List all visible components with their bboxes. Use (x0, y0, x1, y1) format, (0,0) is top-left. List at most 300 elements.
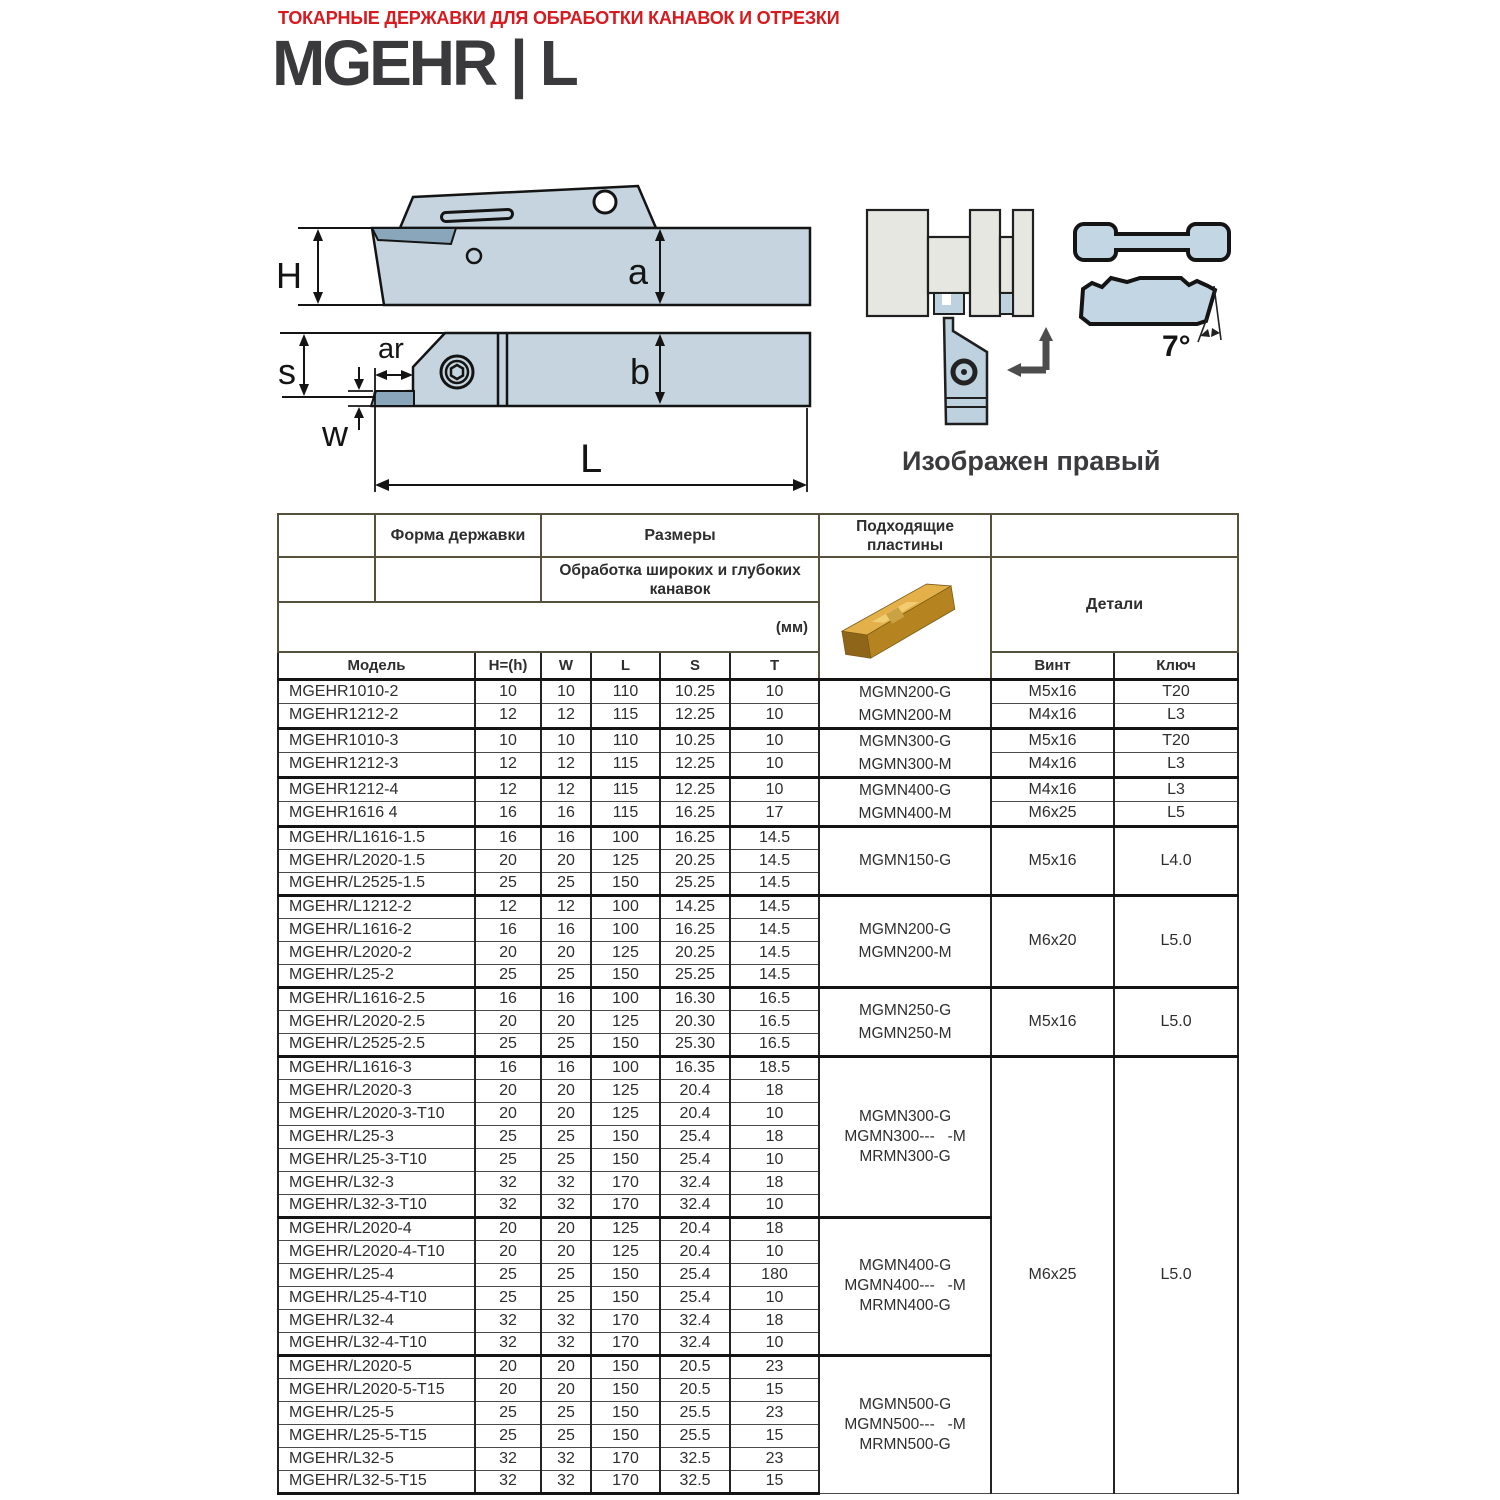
cell-w: 16 (541, 826, 591, 849)
cell-t: 15 (730, 1470, 819, 1493)
cell-h: 25 (475, 1125, 541, 1148)
cell-screw: M5x16 (991, 679, 1114, 704)
cell-s: 25.4 (660, 1286, 730, 1309)
cell-l: 150 (591, 1424, 660, 1447)
header-cell-dims: Размеры (541, 514, 819, 557)
plate-line: MRMN300-G (859, 1147, 951, 1165)
cell-model: MGEHR/L32-4-T10 (278, 1332, 475, 1355)
plate-line: MGMN200-M (858, 706, 952, 724)
cell-t: 16.5 (730, 987, 819, 1010)
header-cell-dims-sub: Обработка широких и глубоких канавок (541, 557, 819, 602)
cell-t: 17 (730, 802, 819, 827)
cell-w: 20 (541, 1240, 591, 1263)
cell-t: 14.5 (730, 895, 819, 918)
header-cell-shape: Форма державки (375, 514, 541, 557)
cell-l: 170 (591, 1470, 660, 1493)
cell-h: 12 (475, 753, 541, 778)
cell-screw: M6x25 (991, 1056, 1114, 1493)
cell-l: 125 (591, 1010, 660, 1033)
cell-model: MGEHR/L32-5 (278, 1447, 475, 1470)
cell-model: MGEHR/L32-4 (278, 1309, 475, 1332)
cell-w: 12 (541, 777, 591, 802)
cell-screw: M4x16 (991, 704, 1114, 729)
header-cell-empty (375, 557, 541, 602)
cell-t: 23 (730, 1447, 819, 1470)
cell-t: 10 (730, 1102, 819, 1125)
plate-line: MGMN200-G (858, 921, 952, 938)
cell-model: MGEHR1010-2 (278, 679, 475, 704)
cell-w: 10 (541, 728, 591, 753)
header-cell-insert-photo (819, 557, 991, 679)
clearance-angle-label: 7° (1162, 330, 1191, 363)
cell-t: 18.5 (730, 1056, 819, 1079)
cell-t: 10 (730, 728, 819, 753)
cell-h: 25 (475, 1424, 541, 1447)
cell-h: 16 (475, 1056, 541, 1079)
plate-line: MGMN200-G (858, 683, 952, 701)
arrowhead (375, 370, 387, 380)
cell-key: T20 (1114, 679, 1238, 704)
arrowhead (354, 379, 364, 390)
insert-side-profile (1081, 278, 1215, 324)
cell-l: 125 (591, 1079, 660, 1102)
cell-model: MGEHR/L1212-2 (278, 895, 475, 918)
insert-orientation-drawing (840, 160, 1340, 500)
cell-h: 20 (475, 1217, 541, 1240)
cell-plates (819, 826, 991, 895)
cell-model: MGEHR/L2020-2 (278, 941, 475, 964)
table-row (278, 728, 1238, 753)
cell-w: 20 (541, 941, 591, 964)
cell-l: 170 (591, 1309, 660, 1332)
cell-s: 25.5 (660, 1401, 730, 1424)
cell-key: L3 (1114, 753, 1238, 778)
header-cell-empty (278, 557, 375, 602)
table-header-row (278, 514, 1238, 557)
cell-w: 10 (541, 679, 591, 704)
arrowhead (793, 479, 807, 491)
cell-key: L5.0 (1114, 895, 1238, 987)
holder-shank-bottom-view (372, 333, 810, 406)
groove-insert-blue (1000, 293, 1013, 314)
cell-plates (819, 987, 991, 1056)
cell-w: 12 (541, 895, 591, 918)
cell-w: 12 (541, 704, 591, 729)
cell-l: 110 (591, 679, 660, 704)
arrowhead (313, 229, 323, 241)
cell-plates (819, 679, 991, 728)
tool-screw-center (961, 369, 967, 375)
cell-w: 25 (541, 1125, 591, 1148)
holder-clamp-head (400, 186, 656, 228)
cell-s: 20.5 (660, 1355, 730, 1378)
cell-l: 150 (591, 1033, 660, 1056)
cell-model: MGEHR/L1616-2.5 (278, 987, 475, 1010)
cell-t: 10 (730, 704, 819, 729)
spec-table (277, 513, 1239, 1495)
cell-screw: M5x16 (991, 826, 1114, 895)
cell-t: 14.5 (730, 849, 819, 872)
cell-h: 25 (475, 1148, 541, 1171)
gold-insert-photo (822, 559, 988, 671)
cell-w: 25 (541, 1286, 591, 1309)
dim-label-ar: ar (378, 333, 404, 365)
cell-model: MGEHR1212-4 (278, 777, 475, 802)
table-row (278, 777, 1238, 802)
cell-h: 25 (475, 1033, 541, 1056)
cell-h: 12 (475, 895, 541, 918)
cell-w: 25 (541, 1263, 591, 1286)
cell-l: 150 (591, 1125, 660, 1148)
cell-model: MGEHR/L2525-2.5 (278, 1033, 475, 1056)
cell-key: L3 (1114, 704, 1238, 729)
cell-model: MGEHR/L25-4-T10 (278, 1286, 475, 1309)
cell-t: 14.5 (730, 918, 819, 941)
cell-model: MGEHR/L32-3 (278, 1171, 475, 1194)
cell-s: 10.25 (660, 679, 730, 704)
header-cell-details: Детали (991, 557, 1238, 652)
cell-h: 16 (475, 826, 541, 849)
cell-key: L4.0 (1114, 826, 1238, 895)
header-cell-empty (278, 514, 375, 557)
cell-w: 16 (541, 918, 591, 941)
cell-h: 12 (475, 777, 541, 802)
plate-line: MGMN300-M (858, 755, 952, 773)
table-header-row (278, 652, 1238, 679)
cell-w: 20 (541, 1010, 591, 1033)
cell-w: 25 (541, 1424, 591, 1447)
cell-t: 180 (730, 1263, 819, 1286)
cell-l: 100 (591, 895, 660, 918)
arrowhead (354, 407, 364, 418)
plate-line: MGMN500-G (858, 1395, 952, 1413)
cell-s: 16.25 (660, 918, 730, 941)
clamp-slot-inner (446, 214, 508, 217)
cell-w: 20 (541, 1378, 591, 1401)
cell-l: 125 (591, 1240, 660, 1263)
header-cell-s: S (660, 652, 730, 679)
page-title: MGEHR | L (272, 27, 576, 99)
table-row (278, 987, 1238, 1010)
arrowhead (375, 479, 389, 491)
cell-h: 20 (475, 1079, 541, 1102)
dim-label-H: H (276, 255, 302, 296)
cell-t: 18 (730, 1309, 819, 1332)
cell-screw: M6x20 (991, 895, 1114, 987)
cell-h: 20 (475, 941, 541, 964)
cell-w: 20 (541, 1079, 591, 1102)
plate-line: MGMN250-M (858, 1024, 952, 1042)
dim-label-s: s (278, 351, 296, 392)
cell-s: 25.5 (660, 1424, 730, 1447)
header-cell-h: H=(h) (475, 652, 541, 679)
cell-h: 32 (475, 1470, 541, 1493)
cell-l: 170 (591, 1332, 660, 1355)
cell-h: 20 (475, 1010, 541, 1033)
cell-s: 32.4 (660, 1332, 730, 1355)
cell-s: 25.30 (660, 1033, 730, 1056)
cell-s: 16.30 (660, 987, 730, 1010)
cell-model: MGEHR/L32-5-T15 (278, 1470, 475, 1493)
cell-key: L3 (1114, 777, 1238, 802)
cell-l: 150 (591, 1401, 660, 1424)
cell-w: 16 (541, 1056, 591, 1079)
cell-s: 14.25 (660, 895, 730, 918)
cell-l: 125 (591, 941, 660, 964)
plate-line: MGMN300-G (858, 1107, 952, 1125)
cell-screw: M4x16 (991, 777, 1114, 802)
table-row (278, 895, 1238, 918)
cell-plates (819, 895, 991, 987)
plate-line: MGMN400-G (858, 781, 952, 799)
cell-model: MGEHR/L2020-1.5 (278, 849, 475, 872)
groove-slot (942, 294, 951, 305)
cell-model: MGEHR/L25-5 (278, 1401, 475, 1424)
cell-h: 20 (475, 1102, 541, 1125)
cell-model: MGEHR/L2020-3-T10 (278, 1102, 475, 1125)
cell-s: 32.4 (660, 1171, 730, 1194)
cell-t: 18 (730, 1171, 819, 1194)
cell-model: MGEHR/L1616-3 (278, 1056, 475, 1079)
cell-h: 16 (475, 802, 541, 827)
cell-w: 25 (541, 1401, 591, 1424)
cell-h: 25 (475, 1401, 541, 1424)
header-cell-l: L (591, 652, 660, 679)
cell-model: MGEHR/L2020-4-T10 (278, 1240, 475, 1263)
arrowhead (299, 334, 309, 346)
cell-h: 25 (475, 1263, 541, 1286)
table-row (278, 826, 1238, 849)
cell-h: 20 (475, 1240, 541, 1263)
grooved-workpiece (867, 210, 1033, 316)
cell-w: 32 (541, 1470, 591, 1493)
cell-t: 15 (730, 1378, 819, 1401)
cell-t: 14.5 (730, 872, 819, 895)
cell-h: 25 (475, 1286, 541, 1309)
cell-l: 115 (591, 753, 660, 778)
header-cell-empty (991, 514, 1238, 557)
header-cell-unit: (мм) (278, 602, 819, 652)
cell-t: 10 (730, 1194, 819, 1217)
plate-line: MGMN500--- -M (844, 1415, 966, 1433)
plate-line: MGMN150-G (858, 852, 952, 869)
cell-s: 20.25 (660, 849, 730, 872)
cell-l: 170 (591, 1194, 660, 1217)
cell-key: T20 (1114, 728, 1238, 753)
table-header-row (278, 557, 1238, 602)
cell-w: 32 (541, 1309, 591, 1332)
cell-l: 100 (591, 826, 660, 849)
cell-l: 115 (591, 777, 660, 802)
cell-w: 25 (541, 1148, 591, 1171)
cell-s: 20.30 (660, 1010, 730, 1033)
cell-plates (819, 1217, 991, 1355)
cell-s: 20.4 (660, 1240, 730, 1263)
cell-h: 20 (475, 1355, 541, 1378)
cell-s: 25.25 (660, 872, 730, 895)
cell-screw: M5x16 (991, 728, 1114, 753)
plate-line: MGMN200-M (858, 944, 952, 961)
cell-l: 150 (591, 1148, 660, 1171)
plate-line: MGMN250-G (858, 1001, 952, 1019)
cell-h: 32 (475, 1447, 541, 1470)
header-cell-screw: Винт (991, 652, 1114, 679)
header-cell-t: T (730, 652, 819, 679)
cell-s: 10.25 (660, 728, 730, 753)
plate-line: MRMN500-G (859, 1435, 951, 1453)
cell-l: 100 (591, 918, 660, 941)
cell-s: 20.4 (660, 1217, 730, 1240)
table-row (278, 753, 1238, 778)
cell-model: MGEHR/L1616-1.5 (278, 826, 475, 849)
cell-w: 32 (541, 1447, 591, 1470)
cell-plates (819, 1056, 991, 1217)
cell-h: 16 (475, 918, 541, 941)
cell-t: 10 (730, 679, 819, 704)
cell-plates (819, 728, 991, 777)
plate-line: MGMN300--- -M (844, 1127, 966, 1145)
cell-h: 20 (475, 1378, 541, 1401)
cell-t: 18 (730, 1125, 819, 1148)
cell-s: 20.4 (660, 1079, 730, 1102)
cell-w: 16 (541, 987, 591, 1010)
cell-w: 25 (541, 964, 591, 987)
cell-l: 170 (591, 1171, 660, 1194)
cell-s: 25.4 (660, 1263, 730, 1286)
header-cell-w: W (541, 652, 591, 679)
cell-h: 32 (475, 1309, 541, 1332)
cell-s: 25.4 (660, 1148, 730, 1171)
dim-label-b: b (630, 351, 651, 392)
cell-t: 14.5 (730, 826, 819, 849)
cell-w: 20 (541, 849, 591, 872)
cell-s: 20.4 (660, 1102, 730, 1125)
cell-s: 16.35 (660, 1056, 730, 1079)
cell-w: 20 (541, 1217, 591, 1240)
dim-label-L: L (580, 437, 603, 481)
cell-model: MGEHR/L2020-2.5 (278, 1010, 475, 1033)
cell-s: 12.25 (660, 777, 730, 802)
cell-screw: M4x16 (991, 753, 1114, 778)
arrowhead (299, 384, 309, 396)
cell-h: 32 (475, 1194, 541, 1217)
plate-line: MGMN400-G (858, 1257, 952, 1274)
cell-h: 25 (475, 872, 541, 895)
cell-l: 115 (591, 704, 660, 729)
table-row (278, 1056, 1238, 1079)
cell-t: 10 (730, 1240, 819, 1263)
cell-t: 10 (730, 1332, 819, 1355)
dim-label-a: a (628, 251, 649, 292)
clamp-screw-hole (594, 191, 616, 213)
arrowhead (401, 370, 413, 380)
table-row (278, 704, 1238, 729)
table-row (278, 802, 1238, 827)
cell-model: MGEHR1212-2 (278, 704, 475, 729)
pivot-hole (467, 249, 481, 263)
cell-l: 115 (591, 802, 660, 827)
cell-t: 16.5 (730, 1033, 819, 1056)
cell-t: 10 (730, 777, 819, 802)
cell-model: MGEHR/L2020-5 (278, 1355, 475, 1378)
cell-key: L5.0 (1114, 1056, 1238, 1493)
cell-s: 20.25 (660, 941, 730, 964)
plate-line: MGMN400--- -M (844, 1277, 966, 1294)
cell-s: 32.4 (660, 1309, 730, 1332)
header-cell-model: Модель (278, 652, 475, 679)
cell-t: 14.5 (730, 964, 819, 987)
cell-l: 100 (591, 1056, 660, 1079)
cell-t: 23 (730, 1401, 819, 1424)
cell-model: MGEHR/L2525-1.5 (278, 872, 475, 895)
cell-t: 18 (730, 1217, 819, 1240)
cell-l: 150 (591, 964, 660, 987)
cell-t: 10 (730, 753, 819, 778)
cell-model: MGEHR/L25-3-T10 (278, 1148, 475, 1171)
cell-s: 32.5 (660, 1470, 730, 1493)
cell-l: 150 (591, 1286, 660, 1309)
cell-model: MGEHR/L2020-4 (278, 1217, 475, 1240)
cell-t: 23 (730, 1355, 819, 1378)
cell-l: 110 (591, 728, 660, 753)
cell-model: MGEHR/L2020-3 (278, 1079, 475, 1102)
cell-w: 12 (541, 753, 591, 778)
cell-model: MGEHR/L2020-5-T15 (278, 1378, 475, 1401)
cell-s: 12.25 (660, 704, 730, 729)
plate-line: MGMN300-G (858, 732, 952, 750)
cell-model: MGEHR/L25-5-T15 (278, 1424, 475, 1447)
plate-line: MGMN400-M (858, 804, 952, 822)
cell-t: 15 (730, 1424, 819, 1447)
cell-l: 125 (591, 1217, 660, 1240)
cell-s: 16.25 (660, 802, 730, 827)
cell-w: 20 (541, 1355, 591, 1378)
header-cell-plates: Подходящие пластины (819, 514, 991, 557)
cell-h: 25 (475, 964, 541, 987)
cell-h: 12 (475, 704, 541, 729)
dim-label-w: w (322, 413, 348, 454)
cell-l: 125 (591, 1102, 660, 1125)
cell-l: 150 (591, 1378, 660, 1401)
cell-screw: M5x16 (991, 987, 1114, 1056)
grooving-tool (944, 318, 987, 424)
cell-t: 18 (730, 1079, 819, 1102)
cell-h: 32 (475, 1332, 541, 1355)
cell-s: 16.25 (660, 826, 730, 849)
cell-l: 150 (591, 872, 660, 895)
cell-w: 32 (541, 1332, 591, 1355)
cell-t: 16.5 (730, 1010, 819, 1033)
cell-t: 10 (730, 1286, 819, 1309)
cell-model: MGEHR/L25-4 (278, 1263, 475, 1286)
cell-w: 25 (541, 1033, 591, 1056)
plate-line: MRMN400-G (859, 1297, 951, 1314)
cell-l: 125 (591, 849, 660, 872)
cell-plates (819, 777, 991, 826)
cell-s: 25.25 (660, 964, 730, 987)
insert-top-profile (1075, 224, 1229, 260)
cell-l: 150 (591, 1263, 660, 1286)
cell-s: 12.25 (660, 753, 730, 778)
page-kicker: ТОКАРНЫЕ ДЕРЖАВКИ ДЛЯ ОБРАБОТКИ КАНАВОК И ОТРЕЗКИ (278, 8, 840, 28)
cell-w: 25 (541, 872, 591, 895)
header-cell-key: Ключ (1114, 652, 1238, 679)
cell-key: L5 (1114, 802, 1238, 827)
cell-model: MGEHR1212-3 (278, 753, 475, 778)
cell-h: 10 (475, 679, 541, 704)
cell-w: 20 (541, 1102, 591, 1125)
cell-model: MGEHR/L25-3 (278, 1125, 475, 1148)
